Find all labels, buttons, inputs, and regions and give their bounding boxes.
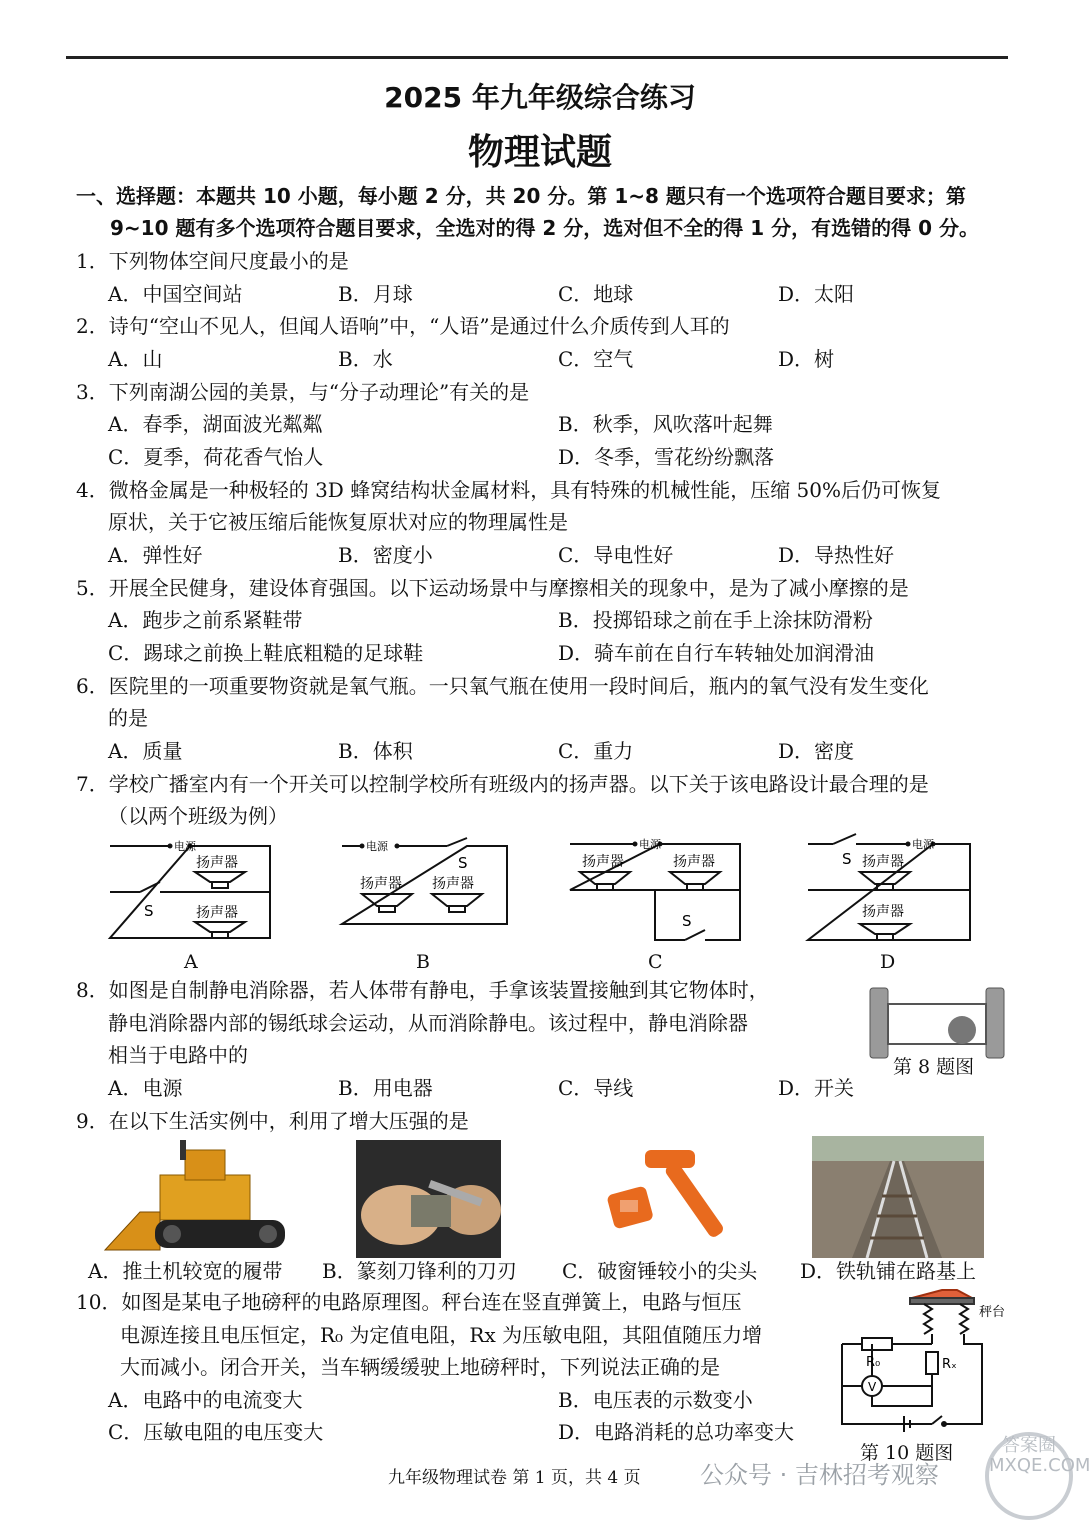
q8-option-d: D．开关	[778, 1076, 855, 1100]
q10-platform-label: 秤台	[979, 1305, 1006, 1320]
q1-option-a: A．中国空间站	[108, 282, 243, 306]
q4-option-c: C．导电性好	[558, 543, 674, 567]
q9-bulldozer-image	[100, 1140, 290, 1255]
q10-option-c: C．压敏电阻的电压变大	[108, 1420, 324, 1444]
q7d-speaker-label-1: 扬声器	[862, 854, 904, 870]
q6-stem-1: 6．医院里的一项重要物资就是氧气瓶。一只氧气瓶在使用一段时间后，瓶内的氧气没有发生变化	[76, 674, 929, 698]
q7d-speaker-label-2: 扬声器	[862, 904, 904, 920]
q7-stem-2: （以两个班级为例）	[108, 804, 288, 828]
q7-circuit-a	[100, 836, 280, 946]
q7-stem-1: 7．学校广播室内有一个开关可以控制学校所有班级内的扬声器。以下关于该电路设计最合理的是	[76, 772, 929, 796]
q10-circuit-figure	[832, 1286, 1012, 1436]
q8-option-c: C．导线	[558, 1076, 634, 1100]
q2-option-a: A．山	[108, 347, 163, 371]
q8-stem-1: 8．如图是自制静电消除器，若人体带有静电，手拿该装置接触到其它物体时，	[76, 978, 769, 1002]
q5-option-b: B．投掷铅球之前在手上涂抹防滑粉	[558, 608, 873, 632]
q10-voltmeter-label: V	[868, 1380, 877, 1394]
q7c-power-label: 电源	[639, 838, 661, 851]
q2-stem: 2．诗句“空山不见人，但闻人语响”中，“人语”是通过什么介质传到人耳的	[76, 314, 730, 338]
q7b-speaker-label-2: 扬声器	[432, 876, 474, 892]
q2-option-b: B．水	[338, 347, 393, 371]
q7c-speaker-label-2: 扬声器	[673, 854, 715, 870]
q1-stem: 1．下列物体空间尺度最小的是	[76, 249, 349, 273]
q3-option-d: D．冬季，雪花纷纷飘落	[558, 445, 775, 469]
watermark-stamp: 答案圈 MXQE.COM	[985, 1432, 1073, 1520]
q5-option-a: A．跑步之前系紧鞋带	[108, 608, 303, 632]
q7a-switch-label: S	[144, 902, 154, 920]
q10-caption: 第 10 题图	[860, 1442, 954, 1464]
q9-carving-knife-image	[356, 1140, 501, 1258]
q8-stem-3: 相当于电路中的	[108, 1043, 248, 1067]
q7-label-d: D	[880, 951, 896, 973]
q6-option-b: B．体积	[338, 739, 413, 763]
q10-option-b: B．电压表的示数变小	[558, 1388, 753, 1412]
q10-r0-label: R₀	[866, 1355, 881, 1370]
q6-option-d: D．密度	[778, 739, 855, 763]
q10-option-a: A．电路中的电流变大	[108, 1388, 303, 1412]
section-instructions-1: 一、选择题：本题共 10 小题，每小题 2 分，共 20 分。第 1~8 题只有一个选项符合题目要求；第	[76, 184, 966, 208]
q10-stem-1: 10．如图是某电子地磅秤的电路原理图。秤台连在竖直弹簧上，电路与恒压	[76, 1290, 742, 1314]
q9-option-c: C．破窗锤较小的尖头	[562, 1259, 758, 1283]
q7b-switch-label: S	[458, 854, 468, 872]
q4-option-d: D．导热性好	[778, 543, 895, 567]
q9-stem: 9．在以下生活实例中，利用了增大压强的是	[76, 1109, 469, 1133]
q9-option-d: D．铁轨铺在路基上	[800, 1259, 977, 1283]
q7-circuit-b	[332, 836, 512, 946]
q8-stem-2: 静电消除器内部的锡纸球会运动，从而消除静电。该过程中，静电消除器	[108, 1011, 748, 1035]
q7-circuit-c	[565, 832, 745, 946]
q7d-switch-label: S	[842, 850, 852, 868]
section-instructions-2: 9~10 题有多个选项符合题目要求，全选对的得 2 分，选对但不全的得 1 分，有选错的得 0 分。	[110, 216, 979, 240]
q7a-speaker-label-2: 扬声器	[196, 905, 238, 921]
q10-stem-2: 电源连接且电压恒定，R₀ 为定值电阻，Rx 为压敏电阻，其阻值随压力增	[120, 1323, 763, 1347]
q9-option-a: A．推土机较宽的履带	[88, 1259, 283, 1283]
q4-option-a: A．弹性好	[108, 543, 203, 567]
q7-label-b: B	[416, 951, 430, 973]
q6-option-a: A．质量	[108, 739, 183, 763]
q3-option-c: C．夏季，荷花香气怡人	[108, 445, 324, 469]
q8-option-a: A．电源	[108, 1076, 183, 1100]
q8-figure	[866, 986, 1008, 1060]
q7-circuit-d	[798, 832, 978, 948]
q5-stem: 5．开展全民健身，建设体育强国。以下运动场景中与摩擦相关的现象中，是为了减小摩擦的是	[76, 576, 909, 600]
q10-option-d: D．电路消耗的总功率变大	[558, 1420, 795, 1444]
q3-option-b: B．秋季，风吹落叶起舞	[558, 412, 773, 436]
q2-option-c: C．空气	[558, 347, 634, 371]
q5-option-d: D．骑车前在自行车转轴处加润滑油	[558, 641, 875, 665]
q1-option-c: C．地球	[558, 282, 634, 306]
q4-stem-1: 4．微格金属是一种极轻的 3D 蜂窝结构状金属材料，具有特殊的机械性能，压缩 50%后仍可恢复	[76, 478, 942, 502]
q1-option-d: D．太阳	[778, 282, 855, 306]
top-rule	[66, 56, 1008, 59]
q6-option-c: C．重力	[558, 739, 634, 763]
q7c-switch-label: S	[682, 912, 692, 930]
exam-title: 2025 年九年级综合练习	[384, 81, 696, 114]
q10-stem-3: 大而减小。闭合开关，当车辆缓缓驶上地磅秤时，下列说法正确的是	[120, 1355, 720, 1379]
q7-label-a: A	[184, 951, 198, 973]
q8-option-b: B．用电器	[338, 1076, 433, 1100]
q9-option-b: B．篆刻刀锋利的刀刃	[322, 1259, 517, 1283]
q7d-power-label: 电源	[912, 838, 934, 851]
q7b-speaker-label-1: 扬声器	[360, 876, 402, 892]
q7b-power-label: 电源	[366, 840, 388, 853]
q3-option-a: A．春季，湖面波光粼粼	[108, 412, 323, 436]
q4-stem-2: 原状，关于它被压缩后能恢复原状对应的物理属性是	[108, 510, 568, 534]
exam-subject: 物理试题	[467, 132, 612, 173]
watermark-text: 公众号 · 吉林招考观察	[700, 1461, 939, 1489]
q1-option-b: B．月球	[338, 282, 413, 306]
q5-option-c: C．踢球之前换上鞋底粗糙的足球鞋	[108, 641, 424, 665]
q8-caption: 第 8 题图	[893, 1056, 975, 1078]
page-footer: 九年级物理试卷 第 1 页，共 4 页	[388, 1468, 641, 1488]
q7a-speaker-label-1: 扬声器	[196, 855, 238, 871]
q9-railway-image	[812, 1136, 984, 1258]
q3-stem: 3．下列南湖公园的美景，与“分子动理论”有关的是	[76, 380, 530, 404]
q6-stem-2: 的是	[108, 706, 148, 730]
q4-option-b: B．密度小	[338, 543, 433, 567]
q7a-power-label: 电源	[174, 840, 196, 853]
q7c-speaker-label-1: 扬声器	[582, 854, 624, 870]
q10-rx-label: Rₓ	[942, 1357, 957, 1372]
q9-window-hammer-image	[600, 1140, 745, 1260]
q7-label-c: C	[648, 951, 663, 973]
q2-option-d: D．树	[778, 347, 835, 371]
